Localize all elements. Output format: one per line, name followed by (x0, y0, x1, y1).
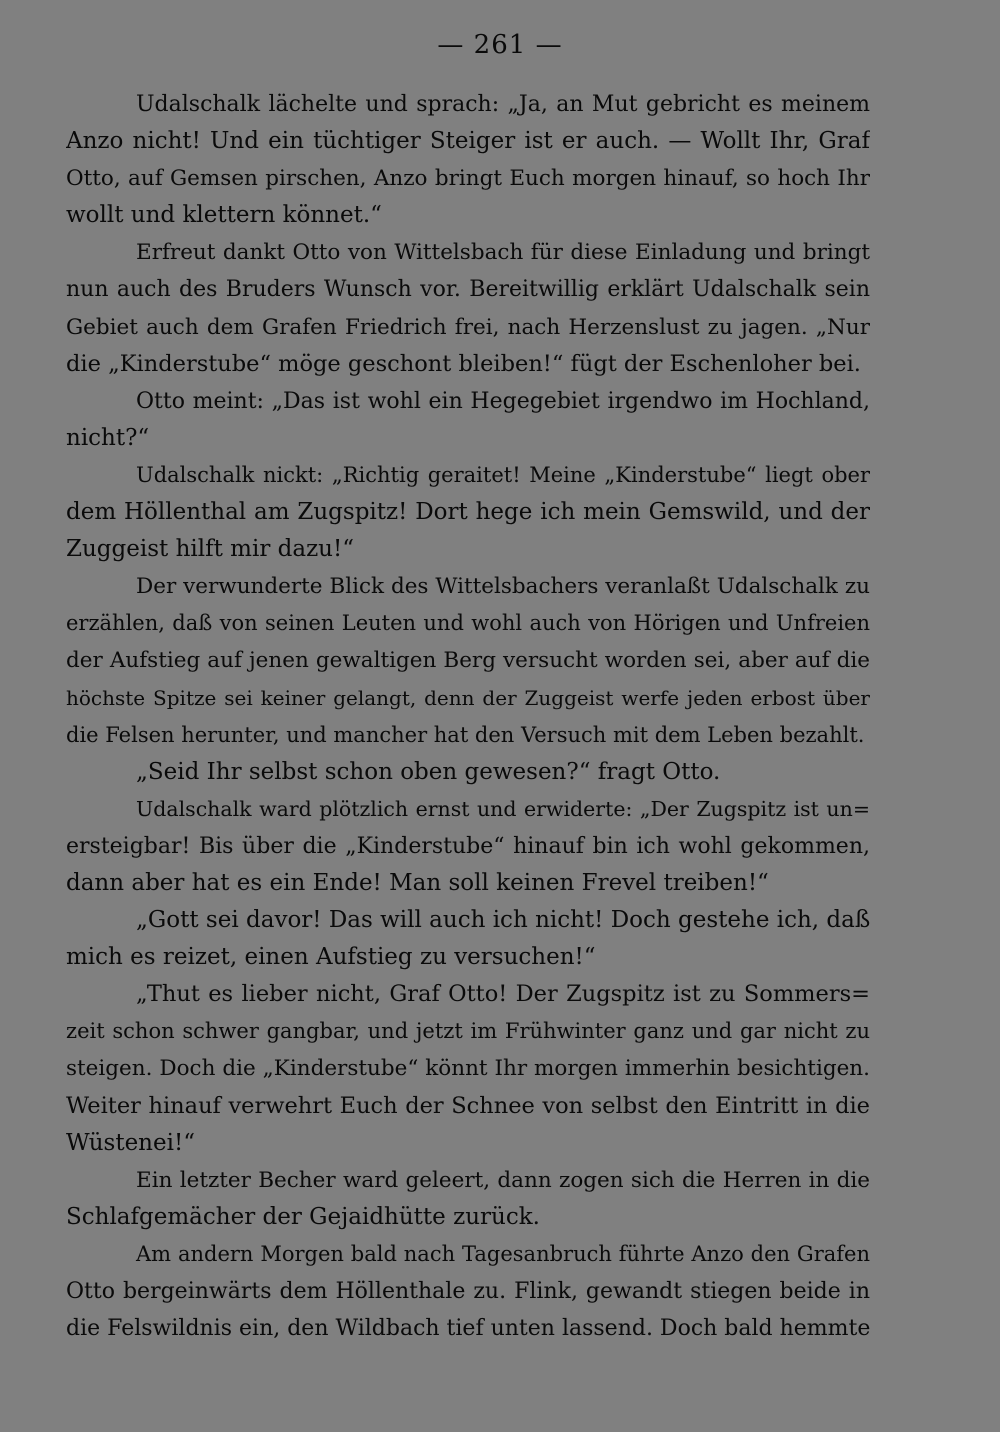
text-line: Am andern Morgen bald nach Tagesanbruch führte Anzo den Grafen (136, 1241, 870, 1266)
text-line: Udalschalk nickt: „Richtig geraitet! Meine „Kinderstube“ liegt ober (136, 462, 870, 487)
text-line: Zuggeist hilft mir dazu!“ (66, 536, 354, 563)
text-line: Udalschalk ward plötzlich ernst und erwiderte: „Der Zugspitz ist un= (136, 796, 870, 821)
text-line: mich es reizet, einen Aufstieg zu versuchen!“ (66, 944, 596, 971)
text-line: Weiter hinauf verwehrt Euch der Schnee von selbst den Eintritt in die (66, 1092, 870, 1119)
text-line: Anzo nicht! Und ein tüchtiger Steiger ist er auch. — Wollt Ihr, Graf (66, 128, 870, 155)
text-line: Udalschalk lächelte und sprach: „Ja, an Mut gebricht es meinem (136, 92, 870, 117)
text-line: Wüstenei!“ (66, 1129, 195, 1156)
text-line: „Gott sei davor! Das will auch ich nicht! Doch gestehe ich, daß (136, 907, 870, 934)
text-line: Otto bergeinwärts dem Höllenthale zu. Flink, gewandt stiegen beide in (66, 1279, 870, 1304)
text-line: erzählen, daß von seinen Leuten und wohl auch von Hörigen und Unfreien (66, 611, 870, 636)
text-line: ersteigbar! Bis über die „Kinderstube“ hinauf bin ich wohl gekommen, (66, 833, 870, 859)
text-line: zeit schon schwer gangbar, und jetzt im Frühwinter ganz und gar nicht zu (66, 1019, 870, 1044)
text-line: Der verwunderte Blick des Wittelsbachers veranlaßt Udalschalk zu (136, 574, 870, 600)
text-line: Ein letzter Becher ward geleert, dann zogen sich die Herren in die (136, 1167, 870, 1193)
text-line: Otto meint: „Das ist wohl ein Hegegebiet irgendwo im Hochland, (136, 388, 870, 414)
text-line: Gebiet auch dem Grafen Friedrich frei, nach Herzenslust zu jagen. „Nur (66, 314, 870, 340)
text-line: dann aber hat es ein Ende! Man soll keinen Frevel treiben!“ (66, 869, 769, 896)
text-line: höchste Spitze sei keiner gelangt, denn der Zuggeist werfe jeden erbost über (66, 685, 870, 710)
text-line: die „Kinderstube“ möge geschont bleiben!“ fügt der Eschenloher bei. (66, 350, 861, 377)
text-line: die Felsen herunter, und mancher hat den Versuch mit dem Leben bezahlt. (66, 722, 865, 747)
text-line: steigen. Doch die „Kinderstube“ könnt Ihr morgen immerhin besichtigen. (66, 1056, 870, 1082)
text-line: Otto, auf Gemsen pirschen, Anzo bringt Euch morgen hinauf, so hoch Ihr (66, 166, 870, 192)
text-line: wollt und klettern könnet.“ (66, 202, 382, 229)
text-line: nicht?“ (66, 424, 150, 451)
text-line: der Aufstieg auf jenen gewaltigen Berg versucht worden sei, aber auf die (66, 648, 870, 674)
text-line: Erfreut dankt Otto von Wittelsbach für diese Einladung und bringt (136, 240, 870, 266)
text-line: die Felswildnis ein, den Wildbach tief unten lassend. Doch bald hemmte (66, 1316, 870, 1342)
text-line: dem Höllenthal am Zugspitz! Dort hege ich mein Gemswild, und der (66, 499, 870, 526)
body-text (66, 86, 870, 1347)
page-number: — 261 — (437, 30, 563, 60)
text-line: nun auch des Bruders Wunsch vor. Bereitwillig erklärt Udalschalk sein (66, 277, 870, 303)
text-line: „Seid Ihr selbst schon oben gewesen?“ fragt Otto. (136, 758, 721, 785)
text-line: „Thut es lieber nicht, Graf Otto! Der Zugspitz ist zu Sommers= (136, 981, 870, 1008)
text-line: Schlafgemächer der Gejaidhütte zurück. (66, 1203, 540, 1230)
